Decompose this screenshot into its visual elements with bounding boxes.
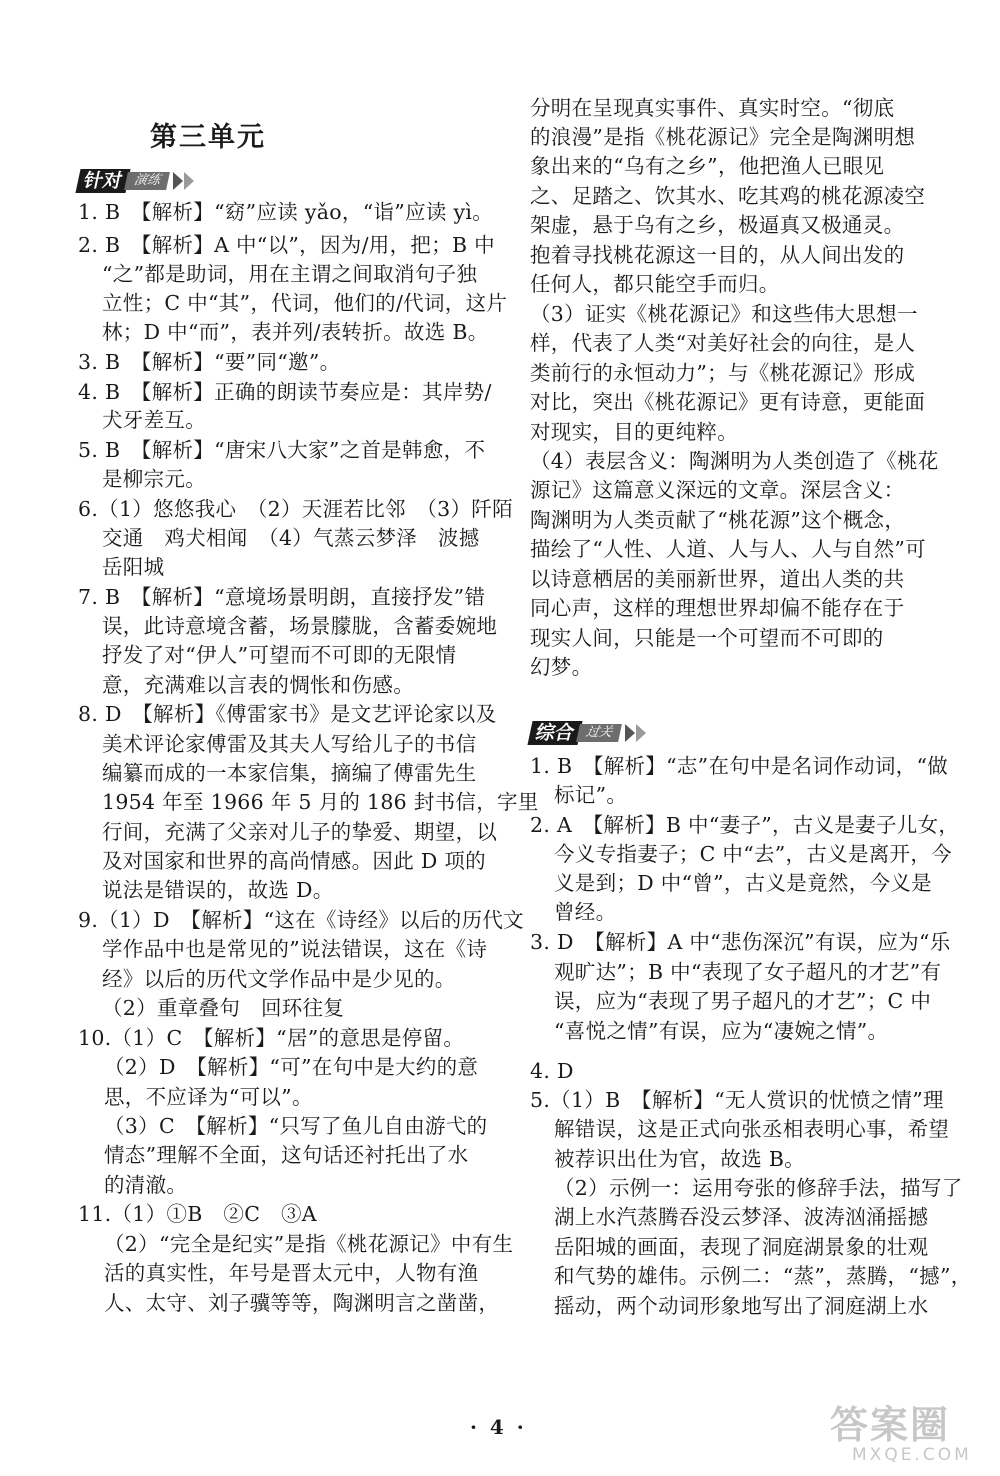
answer-line: 8. D 【解析】《傅雷家书》是文艺评论家以及 (78, 702, 497, 726)
answer-line: 描绘了“人性、人道、人与人、人与自然”可 (530, 537, 926, 561)
answer-line: 的清澈。 (104, 1173, 188, 1197)
answer-line: （2）D 【解析】“可”在句中是大约的意 (104, 1055, 479, 1079)
answer-line: 美术评论家傅雷及其夫人写给儿子的书信 (102, 732, 477, 756)
answer-line: 9.（1）D 【解析】“这在《诗经》以后的历代文 (78, 908, 524, 932)
answer-line: “之”都是助词，用在主谓之间取消句子独 (102, 262, 478, 286)
watermark-url: MXQE.COM (852, 1445, 972, 1465)
answer-line: 11.（1）①B ②C ③A (78, 1202, 317, 1226)
answer-line: 对现实，目的更纯粹。 (530, 420, 738, 444)
answer-line: 编纂而成的一本家信集，摘编了傅雷先生 (102, 761, 477, 785)
answer-line: 1. B 【解析】“窈”应读 yǎo，“诣”应读 yì。 (78, 200, 494, 224)
answer-line: 和气势的雄伟。示例二：“蒸”，蒸腾，“撼”， (554, 1264, 972, 1288)
answer-line: 5. B 【解析】“唐宋八大家”之首是韩愈，不 (78, 438, 486, 462)
answer-line: 抱着寻找桃花源这一目的，从人间出发的 (530, 243, 905, 267)
answer-line: 现实人间，只能是一个可望而不可即的 (530, 626, 884, 650)
answer-line: 以诗意栖居的美丽新世界，道出人类的共 (530, 567, 905, 591)
chevron-right-icon (172, 172, 194, 190)
answer-line: 分明在呈现真实事件、真实时空。“彻底 (530, 96, 895, 120)
answer-line: 误，应为“表现了男子超凡的才艺”；C 中 (554, 989, 932, 1013)
answer-line: 源记》这篇意义深远的文章。深层含义： (530, 478, 905, 502)
answer-line: 4. D (530, 1059, 574, 1083)
answer-line: 误，此诗意境含蓄，场景朦胧，含蓄委婉地 (102, 614, 498, 638)
answer-line: 幻梦。 (530, 655, 593, 679)
answer-line: 架虚，悬于乌有之乡，极逼真又极通灵。 (530, 213, 905, 237)
answer-line: 观旷达”；B 中“表现了女子超凡的才艺”有 (554, 960, 942, 984)
answer-line: 活的真实性，年号是晋太元中，人物有渔 (104, 1261, 479, 1285)
answer-line: 3. B 【解析】“要”同“邀”。 (78, 350, 341, 374)
answer-line: 及对国家和世界的高尚情感。因此 D 项的 (102, 849, 486, 873)
banner-main-label: 综合 (527, 721, 582, 745)
answer-line: 2. A 【解析】B 中“妻子”，古义是妻子儿女， (530, 813, 960, 837)
answer-line: 4. B 【解析】正确的朗读节奏应是：其岸势/ (78, 380, 492, 404)
answer-line: 同心声，这样的理想世界却偏不能存在于 (530, 596, 905, 620)
answer-line: 类前行的永恒动力”；与《桃花源记》形成 (530, 361, 916, 385)
banner-sub-label: 演练 (124, 172, 170, 190)
answer-line: 抒发了对“伊人”可望而不可即的无限情 (102, 643, 457, 667)
answer-line: 说法是错误的，故选 D。 (102, 878, 334, 902)
page-title: 第三单元 (150, 122, 266, 153)
answer-line: 7. B 【解析】“意境场景明朗，直接抒发”错 (78, 585, 486, 609)
answer-line: 标记”。 (554, 783, 628, 807)
answer-line: （3）C 【解析】“只写了鱼儿自由游弋的 (104, 1114, 488, 1138)
answer-line: 陶渊明为人类贡献了“桃花源”这个概念， (530, 508, 906, 532)
answer-line: 岳阳城 (102, 555, 165, 579)
answer-line: 5.（1）B 【解析】“无人赏识的忧愤之情”理 (530, 1088, 944, 1112)
answer-line: 情态”理解不全面，这句话还衬托出了水 (104, 1143, 469, 1167)
page-number: · 4 · (470, 1415, 527, 1439)
answer-line: 被荐识出仕为官，故选 B。 (554, 1147, 805, 1171)
answer-line: 解错误，这是正式向张丞相表明心事，希望 (554, 1117, 950, 1141)
answer-line: 样，代表了人类“对美好社会的向往，是人 (530, 331, 916, 355)
answer-line: 立性；C 中“其”，代词，他们的/代词，这片 (102, 291, 508, 315)
answer-line: 摇动，两个动词形象地写出了洞庭湖上水 (554, 1294, 929, 1318)
answer-line: （4）表层含义：陶渊明为人类创造了《桃花 (530, 449, 939, 473)
banner-main-label: 针对 (75, 169, 130, 193)
answer-line: 3. D 【解析】A 中“悲伤深沉”有误，应为“乐 (530, 930, 951, 954)
answer-line: 思，不应译为“可以”。 (104, 1085, 313, 1109)
answer-line: 湖上水汽蒸腾吞没云梦泽、波涛汹涌摇撼 (554, 1205, 929, 1229)
answer-line: 6.（1）悠悠我心 （2）天涯若比邻 （3）阡陌 (78, 497, 513, 521)
chevron-right-icon (624, 724, 646, 742)
answer-line: 曾经。 (554, 900, 617, 924)
answer-line: 经》以后的历代文学作品中是少见的。 (102, 967, 456, 991)
answer-line: 意，充满难以言表的惆怅和伤感。 (102, 673, 414, 697)
section-banner-review (530, 720, 646, 746)
answer-line: “喜悦之情”有误，应为“凄婉之情”。 (554, 1019, 889, 1043)
answer-line: （2）“完全是纪实”是指《桃花源记》中有生 (104, 1232, 514, 1256)
answer-line: 犬牙差互。 (102, 408, 206, 432)
watermark-logo (830, 1405, 990, 1469)
answer-line: 的浪漫”是指《桃花源记》完全是陶渊明想 (530, 125, 916, 149)
answer-line: 是柳宗元。 (102, 467, 206, 491)
answer-line: 1. B 【解析】“志”在句中是名词作动词，“做 (530, 754, 949, 778)
answer-line: 今义专指妻子；C 中“去”，古义是离开，今 (554, 842, 952, 866)
answer-line: （2）示例一：运用夸张的修辞手法，描写了 (554, 1176, 963, 1200)
answer-line: 学作品中也是常见的”说法错误，这在《诗 (102, 937, 488, 961)
answer-line: 之、足踏之、饮其水、吃其鸡的桃花源凌空 (530, 184, 926, 208)
banner-sub-label: 过关 (576, 724, 622, 742)
answer-line: （3）证实《桃花源记》和这些伟大思想一 (530, 302, 918, 326)
answer-line: 10.（1）C 【解析】“居”的意思是停留。 (78, 1026, 465, 1050)
answer-line: （2）重章叠句 回环往复 (102, 996, 345, 1020)
answer-line: 任何人，都只能空手而归。 (530, 272, 780, 296)
answer-line: 象出来的“乌有之乡”，他把渔人已眼见 (530, 154, 885, 178)
section-banner-practice (78, 168, 194, 194)
answer-line: 人、太守、刘子骥等等，陶渊明言之凿凿， (104, 1291, 500, 1315)
answer-line: 交通 鸡犬相闻 （4）气蒸云梦泽 波撼 (102, 526, 480, 550)
answer-line: 2. B 【解析】A 中“以”，因为/用，把；B 中 (78, 233, 495, 257)
answer-line: 行间，充满了父亲对儿子的挚爱、期望，以 (102, 820, 498, 844)
answer-line: 1954 年至 1966 年 5 月的 186 封书信，字里 (102, 790, 539, 814)
answer-line: 对比，突出《桃花源记》更有诗意，更能面 (530, 390, 926, 414)
answer-line: 义是到；D 中“曾”，古义是竟然，今义是 (554, 871, 932, 895)
answer-line: 林；D 中“而”，表并列/表转折。故选 B。 (102, 320, 489, 344)
answer-line: 岳阳城的画面，表现了洞庭湖景象的壮观 (554, 1235, 929, 1259)
watermark-text: 答案圈 (830, 1403, 951, 1447)
